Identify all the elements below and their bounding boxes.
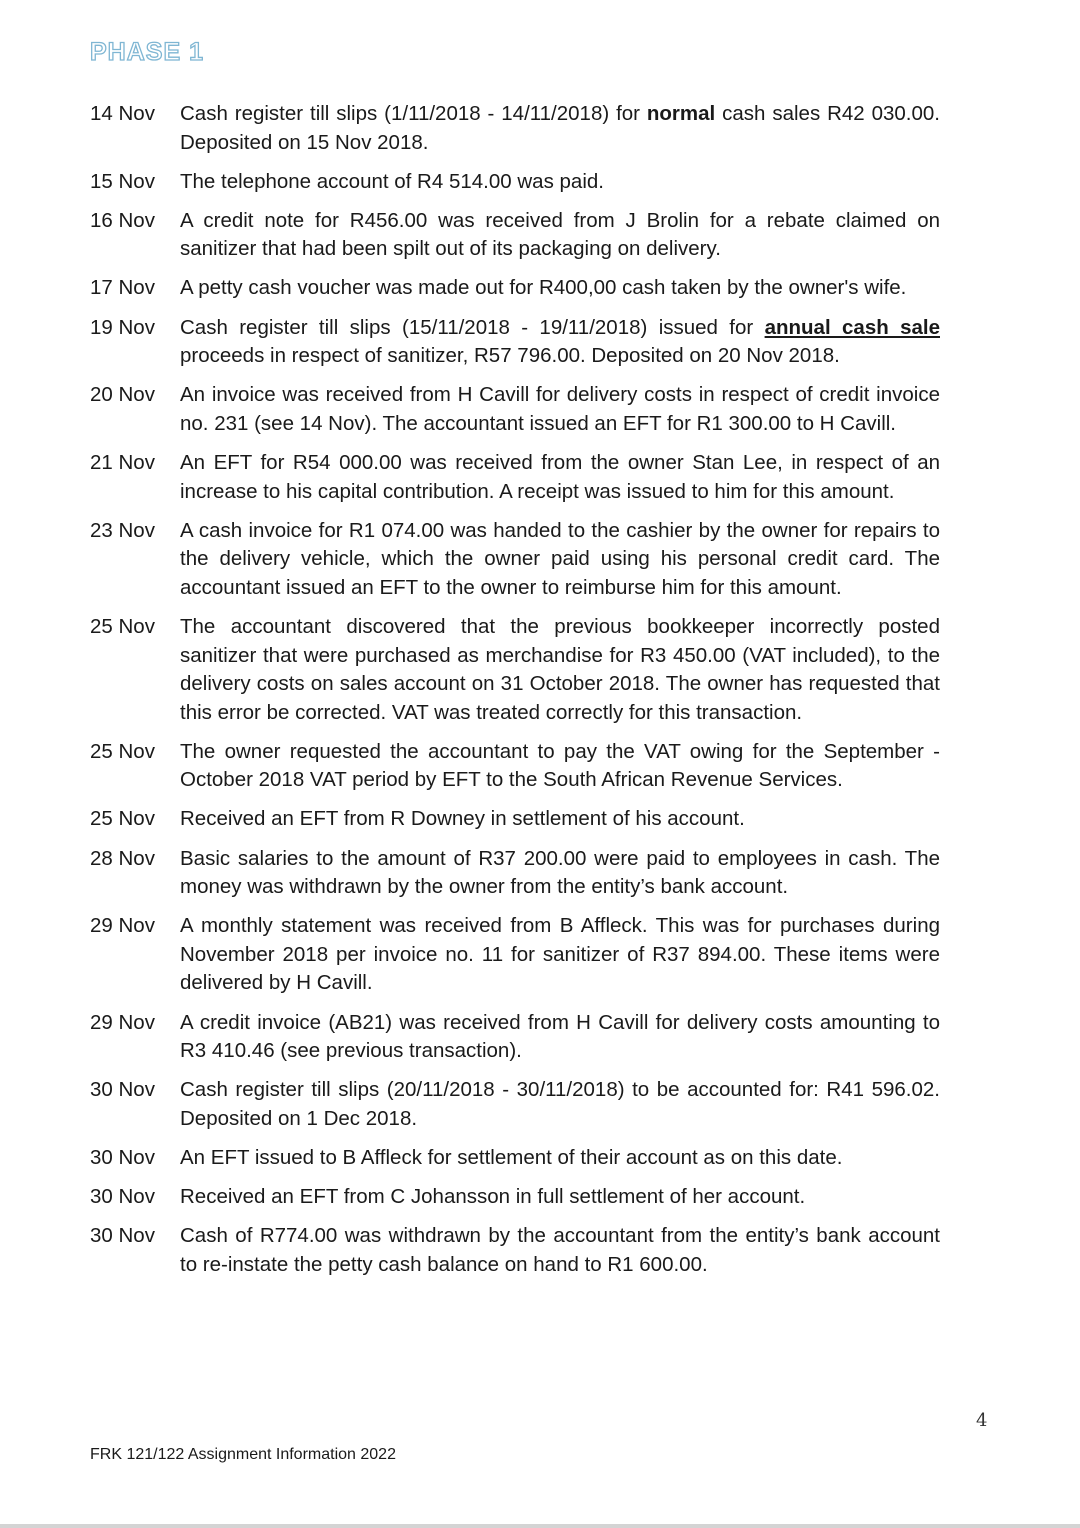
transaction-entry bbox=[90, 168, 940, 197]
entry-date: 25 Nov bbox=[90, 739, 155, 763]
transaction-entry bbox=[90, 805, 940, 834]
entry-date: 14 Nov bbox=[90, 102, 155, 125]
entry-description: A credit invoice (AB21) was received from H Cavill for delivery costs amounting to R3 410.46 (see previous transaction). bbox=[180, 1010, 940, 1063]
transaction-entry bbox=[90, 1222, 940, 1279]
entry-description: Cash of R774.00 was withdrawn by the accountant from the entity’s bank account to re-instate the petty cash balance on hand to R1 600.00. bbox=[180, 1224, 940, 1276]
entry-date: 17 Nov bbox=[90, 276, 155, 300]
transaction-entry bbox=[90, 274, 940, 303]
entry-description bbox=[180, 100, 940, 157]
entry-date: 20 Nov bbox=[90, 383, 155, 407]
transaction-entry bbox=[90, 1144, 940, 1173]
transaction-entry bbox=[90, 1183, 940, 1212]
entry-date: 15 Nov bbox=[90, 169, 155, 193]
entry-description: An EFT issued to B Affleck for settlement of their account as on this date. bbox=[180, 1145, 843, 1169]
entry-date: 19 Nov bbox=[90, 315, 155, 339]
entry-date: 25 Nov bbox=[90, 807, 155, 831]
entry-date: 21 Nov bbox=[90, 450, 155, 474]
entry-description: A credit note for R456.00 was received from J Brolin for a rebate claimed on sanitizer that had been spilt out of its packaging on delivery. bbox=[180, 208, 940, 261]
entry-emphasis: normal bbox=[646, 102, 716, 125]
entry-description: A cash invoice for R1 074.00 was handed to the cashier by the owner for repairs to the delivery vehicle, which the owner paid using his personal credit card. The accountant issued an EFT to the owner to reimburse him for this amount. bbox=[180, 518, 940, 599]
entry-date: 30 Nov bbox=[90, 1185, 155, 1208]
page-number: 4 bbox=[976, 1410, 988, 1431]
transaction-entry bbox=[90, 207, 940, 264]
entry-description: An EFT for R54 000.00 was received from the owner Stan Lee, in respect of an increase to his capital contribution. A receipt was issued to him for this amount. bbox=[180, 450, 940, 503]
transaction-entry bbox=[90, 1076, 940, 1133]
entry-date: 23 Nov bbox=[90, 518, 155, 542]
transaction-entry bbox=[90, 1009, 940, 1066]
entry-description: The accountant discovered that the previous bookkeeper incorrectly posted sanitizer that were purchased as merchandise for R3 450.00 (VAT included), to the delivery costs on sales account on 31 October 2018. The owner has requested that this error be corrected. VAT was treated correctly for this transaction. bbox=[180, 614, 940, 724]
transaction-entry bbox=[90, 845, 940, 902]
transaction-list bbox=[90, 100, 940, 1290]
transaction-entry bbox=[90, 100, 940, 157]
transaction-entry bbox=[90, 449, 940, 506]
entry-text-segment: proceeds in respect of sanitizer, R57 796.00. Deposited on 20 Nov 2018. bbox=[180, 344, 840, 368]
entry-date: 16 Nov bbox=[90, 208, 155, 232]
entry-description: Basic salaries to the amount of R37 200.00 were paid to employees in cash. The money was withdrawn by the owner from the entity’s bank account. bbox=[180, 846, 940, 899]
entry-description: Received an EFT from R Downey in settlement of his account. bbox=[180, 807, 745, 831]
transaction-entry bbox=[90, 613, 940, 727]
entry-date: 25 Nov bbox=[90, 614, 155, 638]
entry-description: A petty cash voucher was made out for R400,00 cash taken by the owner's wife. bbox=[180, 276, 907, 300]
entry-description: Cash register till slips (20/11/2018 - 30/11/2018) to be accounted for: R41 596.02. Deposited on 1 Dec 2018. bbox=[180, 1078, 940, 1130]
entry-description: Received an EFT from C Johansson in full settlement of her account. bbox=[180, 1185, 806, 1208]
entry-emphasis: annual cash sale bbox=[764, 315, 940, 339]
entry-text-segment: Cash register till slips (15/11/2018 - 19/11/2018) issued for bbox=[180, 315, 765, 339]
entry-description: A monthly statement was received from B Affleck. This was for purchases during November 2018 per invoice no. 11 for sanitizer of R37 894.00. These items were delivered by H Cavill. bbox=[180, 914, 940, 995]
entry-date: 30 Nov bbox=[90, 1078, 155, 1102]
transaction-entry bbox=[90, 517, 940, 603]
entry-text-segment: cash sales R42 030.00. Deposited on 15 Nov 2018. bbox=[180, 102, 940, 154]
transaction-entry bbox=[90, 314, 940, 371]
transaction-entry bbox=[90, 738, 940, 795]
entry-date: 29 Nov bbox=[90, 1010, 155, 1034]
entry-description: The owner requested the accountant to pay the VAT owing for the September - October 2018 VAT period by EFT to the South African Revenue Services. bbox=[180, 739, 940, 792]
page-bottom-edge bbox=[0, 1524, 1080, 1528]
transaction-entry bbox=[90, 912, 940, 998]
transaction-entry bbox=[90, 381, 940, 438]
entry-date: 30 Nov bbox=[90, 1224, 155, 1248]
entry-date: 28 Nov bbox=[90, 846, 155, 870]
entry-date: 29 Nov bbox=[90, 914, 155, 938]
entry-description: An invoice was received from H Cavill for delivery costs in respect of credit invoice no. 231 (see 14 Nov). The accountant issued an EFT for R1 300.00 to H Cavill. bbox=[180, 383, 940, 435]
entry-description bbox=[180, 314, 940, 371]
page-footer: FRK 121/122 Assignment Information 2022 bbox=[90, 1446, 396, 1463]
entry-text-segment: Cash register till slips (1/11/2018 - 14/11/2018) for bbox=[180, 102, 647, 125]
phase-heading: PHASE 1 bbox=[90, 38, 204, 66]
entry-date: 30 Nov bbox=[90, 1145, 155, 1169]
entry-description: The telephone account of R4 514.00 was paid. bbox=[180, 169, 604, 193]
